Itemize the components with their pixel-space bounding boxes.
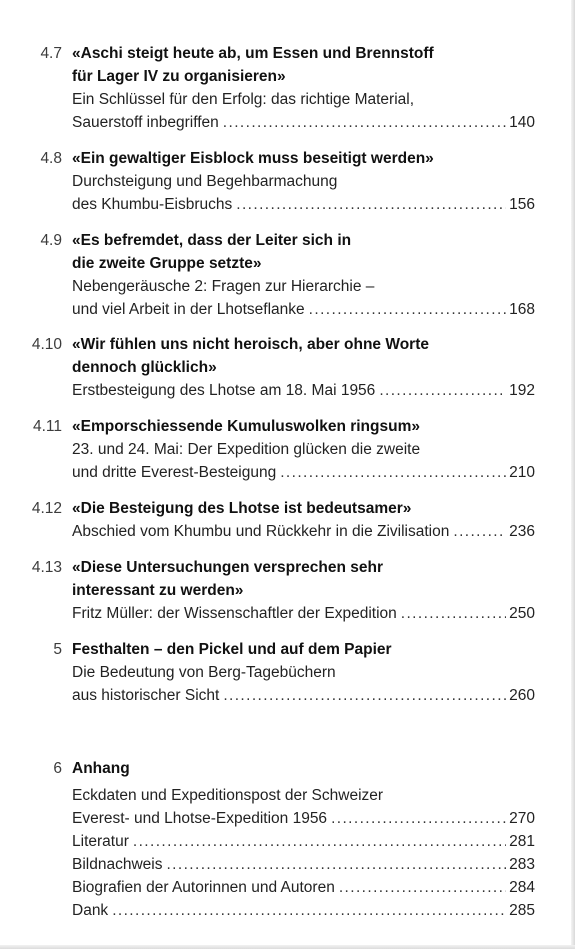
section-subtitle: Ein Schlüssel für den Erfolg: das richtige Material, bbox=[72, 91, 415, 108]
section-title: «Wir fühlen uns nicht heroisch, aber ohne Worte bbox=[72, 336, 429, 353]
toc-leader-line bbox=[72, 876, 535, 899]
dot-leader bbox=[453, 520, 506, 543]
dot-leader bbox=[401, 602, 506, 625]
leader-text: Abschied vom Khumbu und Rückkehr in die Zivilisation bbox=[72, 523, 450, 540]
toc-leader-line bbox=[72, 807, 535, 830]
toc-leader-line bbox=[72, 379, 535, 402]
section-subtitle: Die Bedeutung von Berg-Tagebüchern bbox=[72, 664, 336, 681]
section-title: «Ein gewaltiger Eisblock muss beseitigt werden» bbox=[72, 150, 434, 167]
entry-body bbox=[72, 415, 537, 484]
leader-text: und viel Arbeit in der Lhotseflanke bbox=[72, 301, 305, 318]
page-edge-shadow bbox=[0, 945, 575, 949]
section-subtitle: 23. und 24. Mai: Der Expedition glücken die zweite bbox=[72, 441, 421, 458]
leader-text: Everest- und Lhotse-Expedition 1956 bbox=[72, 810, 328, 827]
entry-body bbox=[72, 757, 537, 922]
dot-leader bbox=[309, 298, 506, 321]
section-title: «Es befremdet, dass der Leiter sich in bbox=[72, 232, 352, 249]
section-subtitle: Nebengeräusche 2: Fragen zur Hierarchie – bbox=[72, 278, 375, 295]
page-number: 140 bbox=[509, 114, 535, 131]
section-title: «Diese Untersuchungen versprechen sehr bbox=[72, 559, 383, 576]
section-title: Anhang bbox=[72, 760, 130, 777]
section-number: 4.12 bbox=[31, 500, 62, 517]
dot-leader bbox=[223, 684, 506, 707]
leader-text: des Khumbu-Eisbruchs bbox=[72, 196, 233, 213]
leader-text: Sauerstoff inbegriffen bbox=[72, 114, 219, 131]
page-number: 284 bbox=[509, 879, 535, 896]
page-number: 260 bbox=[509, 687, 535, 704]
toc-leader-line bbox=[72, 602, 535, 625]
page-edge-shadow bbox=[571, 0, 575, 949]
section-title: «Emporschiessende Kumuluswolken ringsum» bbox=[72, 418, 420, 435]
entry-body bbox=[72, 556, 537, 625]
leader-text: Biografien der Autorinnen und Autoren bbox=[72, 879, 335, 896]
section-title: für Lager IV zu organisieren» bbox=[72, 68, 286, 85]
section-subtitle: Durchsteigung und Begehbarmachung bbox=[72, 173, 338, 190]
section-title: «Die Besteigung des Lhotse ist bedeutsamer» bbox=[72, 500, 412, 517]
section-number: 4.13 bbox=[31, 559, 62, 576]
section-subtitle: Eckdaten und Expeditionspost der Schweizer bbox=[72, 787, 384, 804]
section-title: «Aschi steigt heute ab, um Essen und Brennstoff bbox=[72, 45, 434, 62]
entry-body bbox=[72, 638, 537, 707]
toc-leader-line bbox=[72, 899, 535, 922]
dot-leader bbox=[236, 193, 506, 216]
section-number: 4.10 bbox=[31, 336, 62, 353]
page-number: 270 bbox=[509, 810, 535, 827]
section-number: 4.11 bbox=[32, 418, 62, 435]
entry-body bbox=[72, 333, 537, 402]
entry-body bbox=[72, 229, 537, 321]
toc-leader-line bbox=[72, 193, 535, 216]
page-number: 285 bbox=[509, 902, 535, 919]
dot-leader bbox=[379, 379, 506, 402]
leader-text: Literatur bbox=[72, 833, 129, 850]
entry-body bbox=[72, 497, 537, 543]
section-number: 4.8 bbox=[40, 150, 62, 167]
page-number: 168 bbox=[509, 301, 535, 318]
entry-body bbox=[72, 42, 537, 134]
section-number: 4.9 bbox=[40, 232, 62, 249]
toc-leader-line bbox=[72, 853, 535, 876]
section-title: dennoch glücklich» bbox=[72, 359, 217, 376]
page-number: 283 bbox=[509, 856, 535, 873]
dot-leader bbox=[280, 461, 506, 484]
page-number: 236 bbox=[509, 523, 535, 540]
page-number: 250 bbox=[509, 605, 535, 622]
entry-body bbox=[72, 147, 537, 216]
toc-leader-line bbox=[72, 520, 535, 543]
section-title: die zweite Gruppe setzte» bbox=[72, 255, 262, 272]
leader-text: Fritz Müller: der Wissenschaftler der Expedition bbox=[72, 605, 397, 622]
toc-leader-line bbox=[72, 298, 535, 321]
leader-text: Dank bbox=[72, 902, 109, 919]
section-number: 4.7 bbox=[40, 45, 62, 62]
page-number: 210 bbox=[509, 464, 535, 481]
leader-text: Bildnachweis bbox=[72, 856, 163, 873]
leader-text: aus historischer Sicht bbox=[72, 687, 220, 704]
leader-text: und dritte Everest-Besteigung bbox=[72, 464, 277, 481]
page-number: 281 bbox=[509, 833, 535, 850]
toc-leader-line bbox=[72, 111, 535, 134]
section-title: interessant zu werden» bbox=[72, 582, 244, 599]
section-number: 6 bbox=[53, 760, 62, 777]
section-number: 5 bbox=[53, 641, 62, 658]
dot-leader bbox=[133, 830, 506, 853]
page-number: 192 bbox=[509, 382, 535, 399]
page-number: 156 bbox=[509, 196, 535, 213]
dot-leader bbox=[331, 807, 506, 830]
dot-leader bbox=[223, 111, 506, 134]
toc-leader-line bbox=[72, 461, 535, 484]
section-title: Festhalten – den Pickel und auf dem Papier bbox=[72, 641, 392, 658]
dot-leader bbox=[339, 876, 506, 899]
leader-text: Erstbesteigung des Lhotse am 18. Mai 1956 bbox=[72, 382, 376, 399]
toc-leader-line bbox=[72, 830, 535, 853]
toc-leader-line bbox=[72, 684, 535, 707]
dot-leader bbox=[166, 853, 506, 876]
dot-leader bbox=[112, 899, 506, 922]
